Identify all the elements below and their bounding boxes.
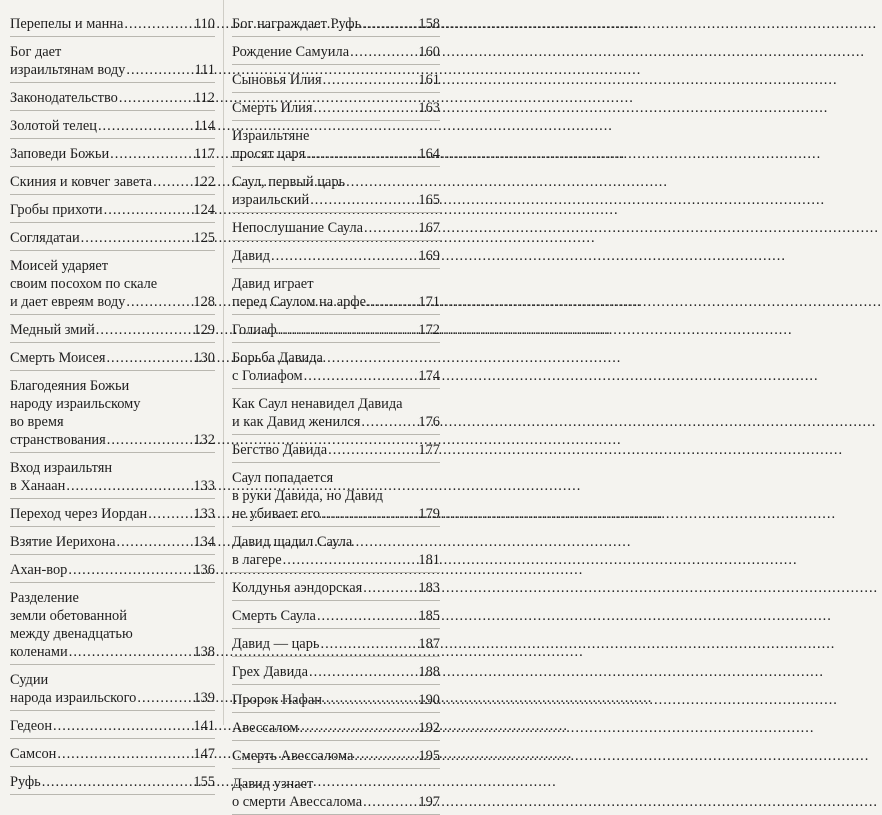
dot-leader (313, 99, 417, 117)
toc-entry-last-line (10, 431, 215, 449)
dot-leader (271, 247, 417, 265)
dot-leader (354, 747, 417, 765)
toc-entry-page-number: 155 (193, 774, 215, 790)
toc-entry (10, 714, 215, 739)
toc-entry-last-line (10, 15, 215, 33)
toc-entry-title: Голиаф (232, 322, 277, 338)
dot-leader (310, 191, 417, 209)
toc-entry-title: Взятие Иерихона (10, 534, 116, 550)
toc-entry-line (232, 349, 440, 367)
toc-entry (232, 660, 440, 685)
toc-entry-line (232, 775, 440, 793)
toc-entry-last-line (232, 145, 440, 163)
toc-entry-line (232, 173, 440, 191)
toc-entry (232, 576, 440, 601)
dot-leader (283, 551, 418, 569)
toc-entry-title: израильтянам воду (10, 62, 126, 78)
toc-entry (10, 668, 215, 711)
toc-entry-line (10, 671, 215, 689)
toc-entry-last-line (232, 793, 440, 811)
toc-entry-title: Ахан-вор (10, 562, 68, 578)
toc-entry-page-number: 172 (418, 322, 440, 338)
toc-entry-title: Давид — царь (232, 636, 320, 652)
dot-leader (104, 201, 193, 219)
toc-entry (10, 586, 215, 665)
dot-leader (137, 689, 192, 707)
toc-entry-line (10, 459, 215, 477)
toc-entry-title: Законодательство (10, 90, 118, 106)
toc-entry-page-number: 110 (193, 16, 215, 32)
dot-leader (126, 293, 192, 311)
toc-entry-title: Непослушание Саула (232, 220, 364, 236)
toc-entry-page-number: 130 (193, 350, 215, 366)
toc-entry-last-line (232, 747, 440, 765)
toc-entry-last-line (10, 643, 215, 661)
dot-leader (320, 635, 417, 653)
toc-entry-page-number: 187 (418, 636, 440, 652)
toc-entry (232, 318, 440, 343)
toc-entry-line (232, 487, 440, 505)
toc-entry-page-number: 125 (193, 230, 215, 246)
toc-entry-title: Благодеяния Божьи (10, 378, 130, 394)
toc-entry-title: Колдунья аэндорская (232, 580, 363, 596)
toc-entry (10, 142, 215, 167)
toc-entry-title: Гробы прихоти (10, 202, 103, 218)
toc-entry-page-number: 124 (193, 202, 215, 218)
toc-entry-page-number: 133 (193, 506, 215, 522)
toc-entry-title: Сыновья Илия (232, 72, 322, 88)
toc-entry (232, 466, 440, 527)
toc-entry (232, 12, 440, 37)
dot-leader (98, 117, 193, 135)
dot-leader (328, 441, 417, 459)
toc-entry-title: народу израильскому (10, 396, 141, 412)
toc-entry (232, 716, 440, 741)
dot-leader (66, 477, 192, 495)
toc-entry-title: Бог награждает Руфь (232, 16, 362, 32)
dot-leader (323, 71, 418, 89)
toc-entry-page-number: 169 (418, 248, 440, 264)
toc-entry-title: Как Саул ненавидел Давида (232, 396, 403, 412)
toc-entry-line (10, 625, 215, 643)
toc-entry-title: о смерти Авессалома (232, 794, 363, 810)
toc-entry-last-line (10, 173, 215, 191)
toc-entry-page-number: 138 (193, 644, 215, 660)
toc-entry-title: Смерть Авессалома (232, 748, 354, 764)
toc-entry-page-number: 188 (418, 664, 440, 680)
dot-leader (278, 321, 418, 339)
toc-entry-page-number: 129 (193, 322, 215, 338)
toc-entry-last-line (10, 61, 215, 79)
toc-entry-title: Саул, первый царь (232, 174, 346, 190)
toc-entry-title: народа израильского (10, 690, 137, 706)
dot-leader (107, 431, 193, 449)
toc-entry-title: Давид (232, 248, 271, 264)
toc-entry-title: просят царя (232, 146, 306, 162)
toc-entry-title: Самсон (10, 746, 57, 762)
dot-leader (364, 219, 417, 237)
toc-entry-title: Разделение (10, 590, 79, 606)
toc-entry (10, 254, 215, 315)
toc-entry-title: Смерть Илия (232, 100, 313, 116)
dot-leader (323, 691, 417, 709)
toc-entry (10, 114, 215, 139)
toc-entry-title: Авессалом (232, 720, 299, 736)
toc-entry-title: земли обетованной (10, 608, 127, 624)
dot-leader (361, 413, 417, 431)
toc-entry-last-line (232, 607, 440, 625)
toc-entry (232, 216, 440, 241)
toc-entry (232, 40, 440, 65)
dot-leader (110, 145, 193, 163)
toc-entry-last-line (232, 191, 440, 209)
toc-entry-page-number: 167 (418, 220, 440, 236)
toc-entry-page-number: 171 (418, 294, 440, 310)
toc-entry-last-line (10, 229, 215, 247)
toc-entry (232, 604, 440, 629)
toc-entry-last-line (10, 533, 215, 551)
toc-entry-title: не убивает его (232, 506, 321, 522)
toc-entry (232, 244, 440, 269)
toc-entry-title: и дает евреям воду (10, 294, 126, 310)
dot-leader (367, 293, 417, 311)
toc-entry (10, 558, 215, 583)
dot-leader (81, 229, 193, 247)
toc-entry (10, 346, 215, 371)
toc-entry-title: в Ханаан (10, 478, 66, 494)
toc-entry (232, 68, 440, 93)
dot-leader (53, 717, 192, 735)
toc-entry-line (10, 607, 215, 625)
toc-entry-page-number: 134 (193, 534, 215, 550)
toc-entry-title: между двенадцатью (10, 626, 133, 642)
toc-entry (232, 772, 440, 815)
toc-entry (10, 374, 215, 453)
toc-entry-page-number: 165 (418, 192, 440, 208)
dot-leader (363, 793, 417, 811)
toc-entry (10, 170, 215, 195)
toc-entry (232, 272, 440, 315)
toc-entry-last-line (10, 117, 215, 135)
toc-entry-line (232, 275, 440, 293)
toc-entry-title: Пророк Нафан (232, 692, 322, 708)
toc-entry-line (232, 127, 440, 145)
toc-entry-line (10, 377, 215, 395)
toc-entry (10, 226, 215, 251)
toc-entry (10, 40, 215, 83)
toc-entry-page-number: 147 (193, 746, 215, 762)
toc-entry-last-line (232, 43, 440, 61)
toc-entry-title: и как Давид женился (232, 414, 361, 430)
toc-entry-title: Смерть Саула (232, 608, 316, 624)
toc-entry-title: своим посохом по скале (10, 276, 158, 292)
toc-entry (232, 632, 440, 657)
toc-entry (232, 530, 440, 573)
toc-entry-title: Соглядатаи (10, 230, 80, 246)
toc-entry-last-line (232, 367, 440, 385)
toc-entry-title: Грех Давида (232, 664, 309, 680)
dot-leader (363, 579, 417, 597)
toc-entry-page-number: 164 (418, 146, 440, 162)
toc-entry-last-line (10, 717, 215, 735)
toc-entry-title: Золотой телец (10, 118, 97, 134)
toc-entry-last-line (10, 689, 215, 707)
toc-entry-page-number: 160 (418, 44, 440, 60)
toc-entry-title: израильский (232, 192, 310, 208)
dot-leader (119, 89, 193, 107)
toc-entry-title: Смерть Моисея (10, 350, 106, 366)
dot-leader (126, 61, 193, 79)
dot-leader (68, 561, 192, 579)
toc-entry-last-line (10, 293, 215, 311)
toc-entry-page-number: 132 (193, 432, 215, 448)
toc-entry (232, 438, 440, 463)
toc-entry (10, 770, 215, 795)
toc-entry-page-number: 158 (418, 16, 440, 32)
toc-entry (10, 742, 215, 767)
toc-entry-last-line (232, 635, 440, 653)
toc-entry-title: во время (10, 414, 64, 430)
toc-entry (10, 530, 215, 555)
toc-entry-title: Перепелы и манна (10, 16, 124, 32)
toc-entry-page-number: 195 (418, 748, 440, 764)
dot-leader (57, 745, 192, 763)
toc-entry-page-number: 136 (193, 562, 215, 578)
toc-entry-title: в лагере (232, 552, 282, 568)
toc-entry-page-number: 111 (194, 62, 215, 78)
dot-leader (42, 773, 193, 791)
toc-entry-last-line (232, 719, 440, 737)
toc-entry (232, 392, 440, 435)
toc-entry (10, 456, 215, 499)
toc-entry (232, 688, 440, 713)
toc-entry (232, 96, 440, 121)
toc-entry (232, 124, 440, 167)
toc-entry-title: коленами (10, 644, 68, 660)
dot-leader (69, 643, 193, 661)
toc-entry-title: Гедеон (10, 718, 53, 734)
toc-entry (232, 744, 440, 769)
toc-entry-line (232, 395, 440, 413)
toc-entry-page-number: 197 (418, 794, 440, 810)
toc-entry-page-number: 139 (193, 690, 215, 706)
dot-leader (304, 367, 418, 385)
toc-entry-last-line (10, 145, 215, 163)
toc-entry-title: Саул попадается (232, 470, 334, 486)
toc-entry-title: перед Саулом на арфе (232, 294, 367, 310)
toc-entry-title: Борьба Давида (232, 350, 323, 366)
toc-entry-line (10, 413, 215, 431)
toc-entry-title: Скиния и ковчег завета (10, 174, 153, 190)
toc-entry (232, 346, 440, 389)
toc-entry (10, 318, 215, 343)
toc-entry-line (10, 589, 215, 607)
toc-entry-page-number: 117 (193, 146, 215, 162)
toc-entry-page-number: 174 (418, 368, 440, 384)
dot-leader (153, 173, 192, 191)
toc-entry-last-line (232, 247, 440, 265)
dot-leader (362, 15, 417, 33)
dot-leader (106, 349, 192, 367)
dot-leader (124, 15, 193, 33)
toc-entry-last-line (10, 321, 215, 339)
dot-leader (321, 505, 417, 523)
toc-entry-line (10, 395, 215, 413)
toc-entry-line (232, 469, 440, 487)
dot-leader (309, 663, 417, 681)
toc-entry-title: Бегство Давида (232, 442, 328, 458)
toc-entry-page-number: 177 (418, 442, 440, 458)
toc-entry-last-line (232, 71, 440, 89)
toc-entry-title: странствования (10, 432, 106, 448)
toc-entry-last-line (10, 201, 215, 219)
toc-entry-page-number: 114 (193, 118, 215, 134)
toc-entry-page-number: 192 (418, 720, 440, 736)
toc-entry-last-line (10, 773, 215, 791)
toc-entry-last-line (232, 413, 440, 431)
toc-entry-page-number: 179 (418, 506, 440, 522)
toc-entry-last-line (232, 15, 440, 33)
toc-entry-last-line (10, 349, 215, 367)
toc-entry-last-line (232, 99, 440, 117)
dot-leader (96, 321, 193, 339)
toc-entry-title: Вход израильтян (10, 460, 113, 476)
toc-entry-title: Заповеди Божьи (10, 146, 110, 162)
toc-entry-title: с Голиафом (232, 368, 303, 384)
toc-entry-last-line (10, 561, 215, 579)
toc-entry-last-line (232, 579, 440, 597)
toc-entry-page-number: 183 (418, 580, 440, 596)
dot-leader (116, 533, 192, 551)
toc-entry-page-number: 190 (418, 692, 440, 708)
toc-entry-page-number: 163 (418, 100, 440, 116)
toc-entry-last-line (232, 505, 440, 523)
toc-entry-page-number: 112 (193, 90, 215, 106)
toc-entry-line (232, 533, 440, 551)
toc-entry (10, 12, 215, 37)
toc-entry-last-line (232, 663, 440, 681)
toc-entry-title: Давид узнает (232, 776, 314, 792)
toc-entry (10, 198, 215, 223)
toc-entry-title: Израильтяне (232, 128, 310, 144)
toc-entry-title: Бог дает (10, 44, 62, 60)
toc-entry-page-number: 176 (418, 414, 440, 430)
toc-entry-title: Давид щадил Саула (232, 534, 353, 550)
toc-entry-page-number: 133 (193, 478, 215, 494)
dot-leader (300, 719, 418, 737)
toc-entry-line (10, 257, 215, 275)
toc-entry-last-line (10, 89, 215, 107)
toc-entry-title: Давид играет (232, 276, 314, 292)
toc-entry-last-line (232, 441, 440, 459)
toc-entry-last-line (10, 505, 215, 523)
toc-column-left (10, 12, 215, 790)
toc-entry (232, 170, 440, 213)
toc-entry-last-line (10, 745, 215, 763)
toc-entry-page-number: 161 (418, 72, 440, 88)
toc-entry-line (10, 43, 215, 61)
toc-entry-title: Руфь (10, 774, 41, 790)
toc-entry (10, 86, 215, 111)
toc-entry-title: Медный змий (10, 322, 95, 338)
toc-entry-title: Моисей ударяет (10, 258, 109, 274)
dot-leader (317, 607, 417, 625)
toc-entry-title: Рождение Самуила (232, 44, 350, 60)
toc-entry-title: в руки Давида, но Давид (232, 488, 384, 504)
toc-entry-last-line (232, 551, 440, 569)
dot-leader (306, 145, 417, 163)
toc-entry-last-line (10, 477, 215, 495)
toc-entry-line (10, 275, 215, 293)
dot-leader (350, 43, 417, 61)
toc-entry-page-number: 141 (193, 718, 215, 734)
toc-entry-last-line (232, 219, 440, 237)
toc-entry-last-line (232, 293, 440, 311)
toc-column-right (232, 12, 440, 810)
toc-entry-title: Переход через Иордан (10, 506, 148, 522)
toc-entry-last-line (232, 691, 440, 709)
toc-entry-page-number: 181 (418, 552, 440, 568)
toc-entry-title: Судии (10, 672, 49, 688)
toc-entry-last-line (232, 321, 440, 339)
toc-entry-page-number: 128 (193, 294, 215, 310)
toc-entry-page-number: 185 (418, 608, 440, 624)
toc-entry-page-number: 122 (193, 174, 215, 190)
dot-leader (148, 505, 192, 523)
toc-entry (10, 502, 215, 527)
